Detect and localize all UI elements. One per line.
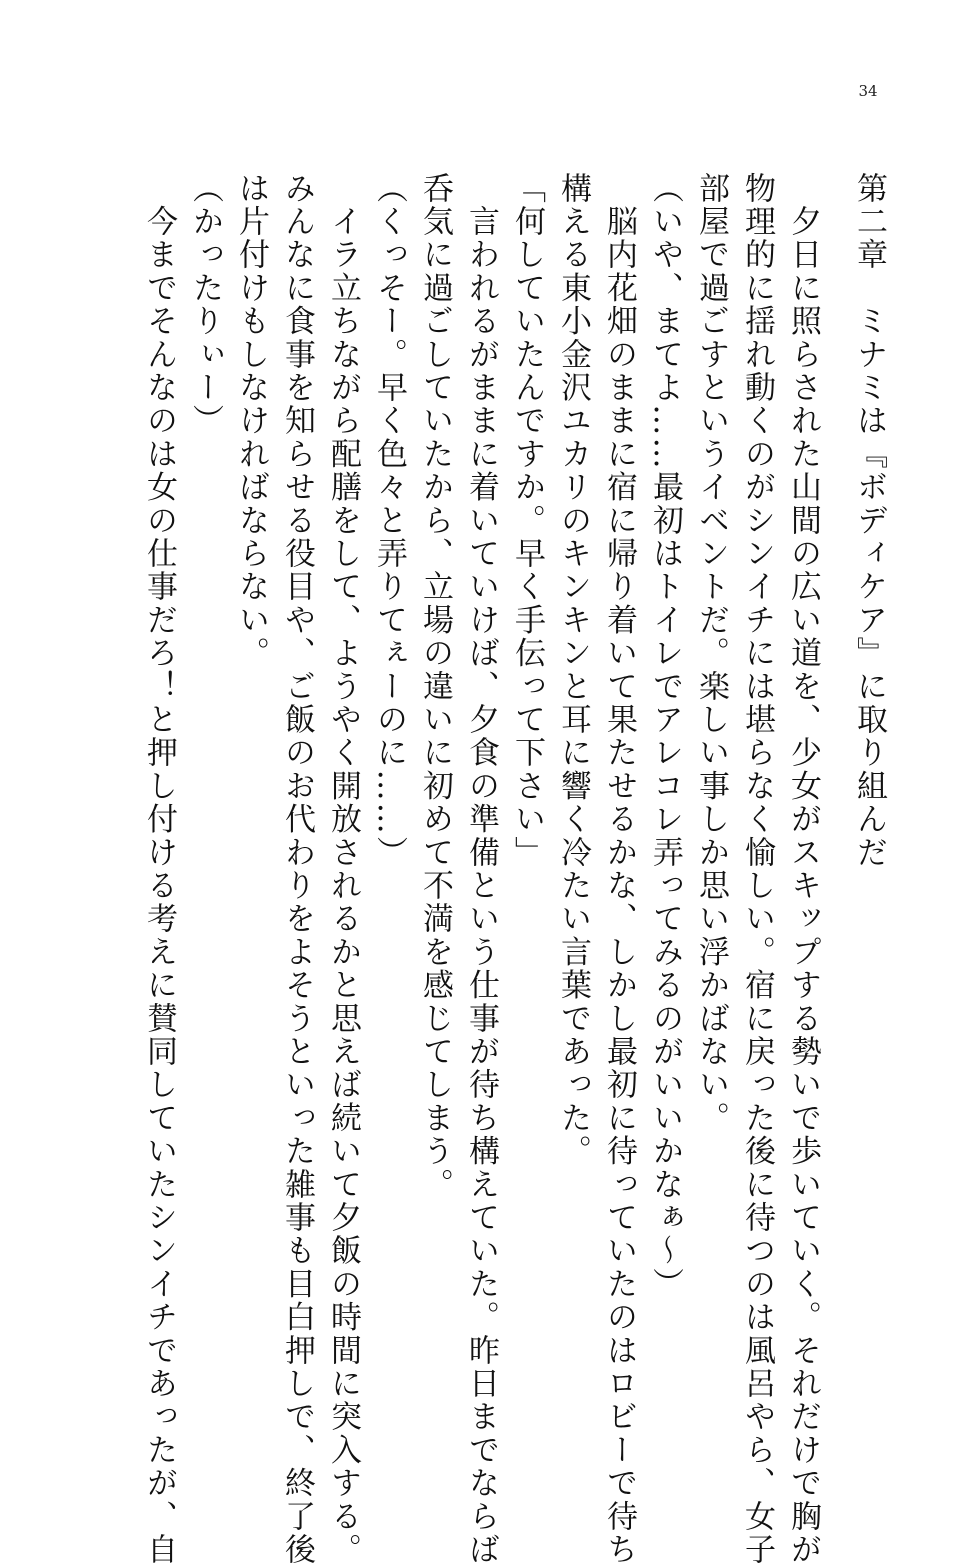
text-line: （いや、まてよ……最初はトイレでアレコレ弄ってみるのがいいかなぁ～） bbox=[647, 172, 683, 1301]
text-line: 呑気に過ごしていたから、立場の違いに初めて不満を感じてしまう。 bbox=[417, 172, 453, 1202]
text-line: （くっそー。早く色々と弄りてぇーのに……） bbox=[371, 172, 407, 870]
chapter-title: 第二章 ミナミは『ボディケア』に取り組んだ bbox=[851, 172, 887, 870]
text-line: 今までそんなのは女の仕事だろ！と押し付ける考えに賛同していたシンイチであったが、自 bbox=[141, 172, 177, 1566]
text-line: 物理的に揺れ動くのがシンイチには堪らなく愉しい。宿に戻った後に待つのは風呂やら、女子 bbox=[739, 172, 775, 1566]
text-line: は片付けもしなければならない。 bbox=[233, 172, 269, 670]
text-line: 脳内花畑のままに宿に帰り着いて果たせるかな、しかし最初に待っていたのはロビーで待ち bbox=[601, 172, 637, 1566]
text-line: 「何していたんですか。早く手伝って下さい」 bbox=[509, 172, 545, 870]
vertical-text-body bbox=[136, 172, 892, 1566]
text-line: 構える東小金沢ユカリのキンキンと耳に響く冷たい言葉であった。 bbox=[555, 172, 591, 1168]
text-line: （かったりぃー） bbox=[187, 172, 223, 438]
text-line: 言われるがままに着いていけば、夕食の準備という仕事が待ち構えていた。昨日までならば bbox=[463, 172, 499, 1566]
text-line: 夕日に照らされた山間の広い道を、少女がスキップする勢いで歩いていく。それだけで胸が bbox=[785, 172, 821, 1566]
text-line: みんなに食事を知らせる役目や、ご飯のお代わりをよそうといった雑事も目白押しで、終了後 bbox=[279, 172, 315, 1566]
text-line: イラ立ちながら配膳をして、ようやく開放されるかと思えば続いて夕飯の時間に突入する。 bbox=[325, 172, 361, 1566]
page-number: 34 bbox=[858, 82, 878, 100]
text-line: 部屋で過ごすというイベントだ。楽しい事しか思い浮かばない。 bbox=[693, 172, 729, 1135]
